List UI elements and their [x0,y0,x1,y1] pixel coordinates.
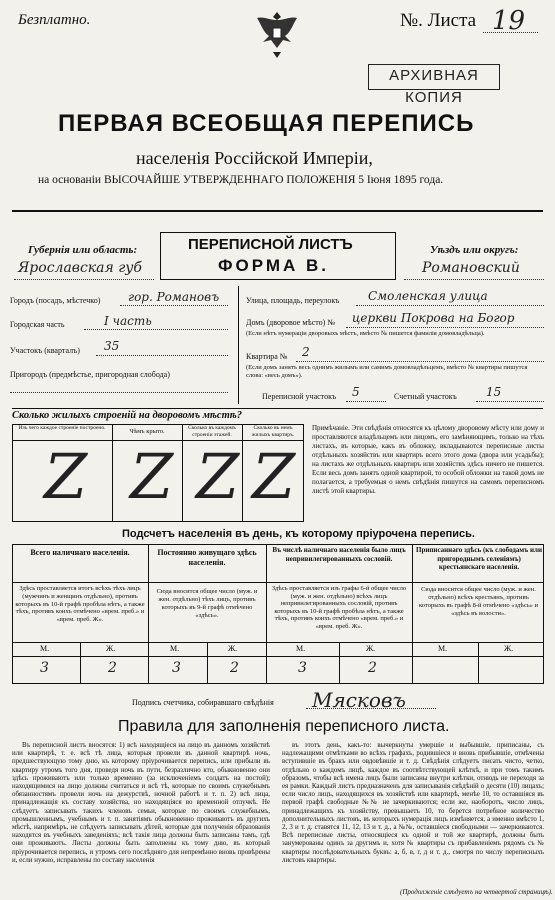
signature-line [306,708,436,709]
census-area-label: Переписной участокъ [262,392,337,401]
city-label: Городъ (посадъ, мѣстечко) [10,296,101,305]
counting-area-line [476,401,544,402]
signature-label: Подпись счетчика, собиравшаго свѣдѣнія [132,698,274,707]
pop-col4-female-label: Ж. [504,644,514,653]
rules-continued: (Продолженіе слѣдуетъ на четвертой страницѣ). [400,888,553,896]
street-label: Улица, площадь, переулокъ [246,296,340,305]
population-col-rule [412,544,413,684]
uezd-value: Романовский [422,260,520,276]
imperial-eagle-icon [255,8,299,60]
part-label: Городская часть [10,320,65,329]
pop-col2-head: Постоянно живущаго здѣсь населенія. [157,548,257,567]
population-mf-rule [80,642,81,684]
house-value: церкви Покрова на Богор [352,311,515,325]
sheet-number-label: №. Листа [400,10,477,31]
sheet-title: ПЕРЕПИСНОЙ ЛИСТЪ [188,236,353,253]
uchastok-label: Участокъ (кварталъ) [10,346,80,355]
free-label: Безплатно. [18,12,91,28]
apt-line [296,361,544,362]
uezd-line [404,279,544,280]
address-divider [238,286,239,404]
uchastok-value: 35 [104,339,120,353]
pop-col2-female-label: Ж. [228,644,238,653]
divider [12,408,543,409]
apt-label: Квартира № [246,352,288,361]
city-value: гор. Романовъ [128,290,220,304]
pop-col1-male-value: 3 [40,660,49,676]
pop-col2-female-value: 2 [230,660,239,676]
population-heading: Подсчетъ населенія въ день, къ которому пріурочена перепись. [122,528,475,540]
street-value: Смоленская улица [368,289,488,303]
apt-note: (Если домъ занятъ весь однимъ жилымъ или самимъ домовладѣльцемъ, вмѣсто № квартиры пишутся слова: «весь домъ»). [246,364,528,379]
sheet-number-line [483,32,538,33]
counting-area-value: 15 [486,385,502,399]
pop-col3-body: Здѣсь проставляется изъ графы 6-й общее число (муж. и жен. отдѣльно) всѣхъ лицъ непривилегированныхъ сословій, противъ которыхъ въ 10-й графѣ пробѣла нѣтъ, а также тѣхъ, противъ коихъ отмѣчено «врем. преб.» и «врем. преб. Ж». [271,585,407,630]
house-note: (Если нѣтъ нумераціи дворовыхъ мѣстъ, вмѣсто № пишется фамилія домовладѣльца). [246,330,485,337]
buildings-col-roof: Чѣмъ крыто. [129,428,165,435]
blank-strike-mark: Z [44,440,88,513]
signature-value: Мясковъ [312,688,406,712]
sheet-number-value: 19 [492,6,526,36]
pop-col1-female-value: 2 [108,660,117,676]
population-col-rule [266,544,267,684]
prigorod-label: Пригородъ (предмѣстье, пригородная слобода) [10,370,170,379]
buildings-question: Сколько жилыхъ строеній на дворовомъ мѣстѣ? [12,410,243,421]
gubernia-label: Губернія или область: [28,244,138,256]
buildings-note: Примѣчаніе. Эти свѣдѣнія относятся къ цѣлому дворовому мѣсту или дому и проставляются владѣльцемъ или лицомъ, его замѣняющимъ, только на тѣхъ листахъ, въ которые, какъ въ обложку, вкладываются переписные листы отдѣльныхъ хозяйствъ или квартиръ всего этого дома (двора или усадьбы); на листахъ же отдѣльныхъ квартиръ или хозяйствъ здѣсь ничего не пишется. Если весь домъ занятъ одной квартирой, то особой обложки на такой домъ не полагается, а требуемыя о немъ свѣдѣнія пишутся на самомъ переписномъ листѣ этой квартиры. [312,424,544,495]
blank-strike-mark: Z [196,440,240,513]
pop-col4-head: Приписаннаго здѣсь (къ слободамъ или пригороднымъ селеніямъ) крестьянскаго населенія. [416,546,543,571]
divider [12,210,543,212]
pop-col2-body: Сюда вносится общее число (муж. и жен. отдѣльно) тѣхъ лицъ, противъ которыхъ въ 9-й графѣ отмѣчено «здѣсь». [156,588,258,619]
rules-title: Правила для заполненія переписного листа. [118,718,450,735]
population-mf-rule [207,642,208,684]
counting-area-label: Счетный участокъ [394,392,457,401]
pop-col3-male-value: 3 [298,660,307,676]
house-line [346,327,544,328]
form-label: ФОРМА В. [218,256,330,275]
pop-col3-head: Въ числѣ наличнаго населенія было лицъ непривилегированныхъ сословій. [272,546,406,563]
blank-strike-mark: Z [252,440,296,513]
gubernia-line [14,279,154,280]
pop-col3-female-label: Ж. [366,644,376,653]
rules-right-column [282,742,544,888]
buildings-col-rule [112,424,113,522]
population-col-rule [148,544,149,684]
pop-col1-head: Всего наличнаго населенія. [30,548,130,557]
rules-right-text: въ этотъ день, какъ-то: вычеркнуты умершіе и выбывшіе, приписаны, съ надлежащими отмѣтками во всѣхъ графахъ, родившіеся и вновь прибывшіе, отмѣчены вступившіе въ бракъ или овдовѣвшіе и т. д. Свѣдѣнія слѣдуетъ писать чисто, четко, отдѣльно о каждомъ лицѣ, каждое въ соотвѣтствующей клѣткѣ, и при томъ такимъ образомъ, чтобы всѣ имена лицъ были записаны внутри клѣтки, отнюдь не переходя за ея рамки. Каждый листъ предназначенъ для записыванія свѣдѣній о десяти (10) лицахъ; если число лицъ, находящихся въ хозяйствѣ или квартирѣ, менѣе 10, то оставшіяся въ первой графѣ свободные №№ не зачеркиваются; если же, наоборотъ, число лицъ, принадлежащихъ къ хозяйству, превышаетъ 10, то берется потребное количество дополнительныхъ листовъ, въ которыхъ нумерація лицъ измѣняется, а именно вмѣсто 1, 2, 3 и т. д. ставятся 11, 12, 13 и т. д., а №№, оставшіеся свободными — зачеркиваются. Всѣ переписные листы, относящіеся къ одной и той же квартирѣ, должны быть занумерованы одинъ за другимъ и, хотя № квартиры съ прибавленіемъ рядомъ съ № квартиры послѣдовательныхъ буквъ: а, б, в, г, д и т. д., смотря по числу переписныхъ листовъ квартиры. [282,742,544,864]
house-label: Домъ (дворовое мѣсто) № [246,318,335,327]
buildings-col-rule [242,424,243,522]
pop-col3-male-label: М. [296,644,306,653]
census-title: ПЕРВАЯ ВСЕОБЩАЯ ПЕРЕПИСЬ [58,110,475,137]
buildings-col-apartments: Сколько въ немъ жилыхъ квартиръ. [251,425,295,438]
part-value: I часть [104,314,152,328]
population-row-rule [12,656,544,657]
pop-col4-male-label: М. [438,644,448,653]
blank-strike-mark: Z [130,440,174,513]
pop-col4-body: Сюда вносится общее число (муж. и жен. отдѣльно) всѣхъ крестьянъ, противъ которыхъ въ графѣ 8-й отмѣчено «здѣсь» и «здѣсь въ волости». [418,586,539,617]
prigorod-line [10,392,228,393]
pop-col1-body: Здѣсь проставляется итогъ всѣхъ тѣхъ лицъ (мужчинъ и женщинъ отдѣльно), противъ которыхъ въ 10-й графѣ пробѣла нѣтъ, а также тѣхъ, противъ коихъ отмѣчено «врем. преб.» и «врем. преб. Ж». [15,585,145,624]
rules-left-column [12,742,270,898]
pop-col2-male-value: 3 [172,660,181,676]
census-area-value: 5 [352,385,360,399]
pop-col1-male-label: М. [40,644,50,653]
buildings-col-floors: Сколько въ каждомъ строеніи этажей. [188,425,236,438]
pop-col3-female-value: 2 [368,660,377,676]
uchastok-line [96,355,228,356]
part-line [84,329,228,330]
gubernia-value: Ярославская губ [18,260,142,276]
population-row-rule [12,582,544,583]
census-subtitle: населенія Россійской Имперіи, [136,148,373,168]
uezd-label: Уѣздъ или округъ: [430,244,519,256]
census-basis: на основаніи ВЫСОЧАЙШЕ УТВЕРЖДЕННАГО ПОЛОЖЕНІЯ 5 Іюня 1895 года. [38,174,444,186]
pop-col1-female-label: Ж. [106,644,116,653]
street-line [356,305,544,306]
apt-value: 2 [302,345,310,359]
population-mf-rule [478,642,479,684]
pop-col2-male-label: М. [170,644,180,653]
buildings-col-rule [182,424,183,522]
archive-copy-stamp: АРХИВНАЯ КОПИЯ [368,64,500,90]
population-row-rule [12,642,544,643]
buildings-col-material: Изъ чего каждое строеніе построено. [18,425,106,431]
rules-left-text: Въ переписной листъ вносятся: 1) всѣ находящіеся на лицо въ данномъ хозяйствѣ или квартирѣ, т. е. всѣ тѣ лица, которыя провели въ данной квартирѣ ночь, предшествующую тому дню, къ которому пріурочивается перепись, или прибыли въ квартиру утромъ того дня, проведя ночь въ пути, безразлично кто, обыкновенно они здѣсь проживаютъ или только временно (за исключеніемъ солдатъ на постой); находящимися на лицо должны считаться и всѣ тѣ, которые по своимъ служебнымъ обязанностямъ провели ночь на дежурствѣ, ночной работѣ и т. п. 2) всѣ лица, принадлежащія къ составу хозяйства, но находящіяся во временной отлучкѣ. Не слѣдуетъ записывать такихъ членовъ семьи, которые по своимъ служебнымъ, промышленнымъ, учебнымъ и т. п. занятіямъ обыкновенно проживаютъ въ другихъ мѣстѣ, напримѣръ, не слѣдуетъ записывать дѣтей, которые для полученія образованія находятся въ учебныхъ заведеніяхъ; всѣ такія лица должны быть записаны тамъ, гдѣ они проживаютъ. Листы должны быть заполнены къ тому дню, въ который пріурочивается перепись, и утромъ сего послѣдняго для непремѣнно вновь провѣрены и, если нужно, исправлены по составу населенія [12,742,270,864]
city-line [120,305,228,306]
census-area-line [346,401,386,402]
population-mf-rule [339,642,340,684]
